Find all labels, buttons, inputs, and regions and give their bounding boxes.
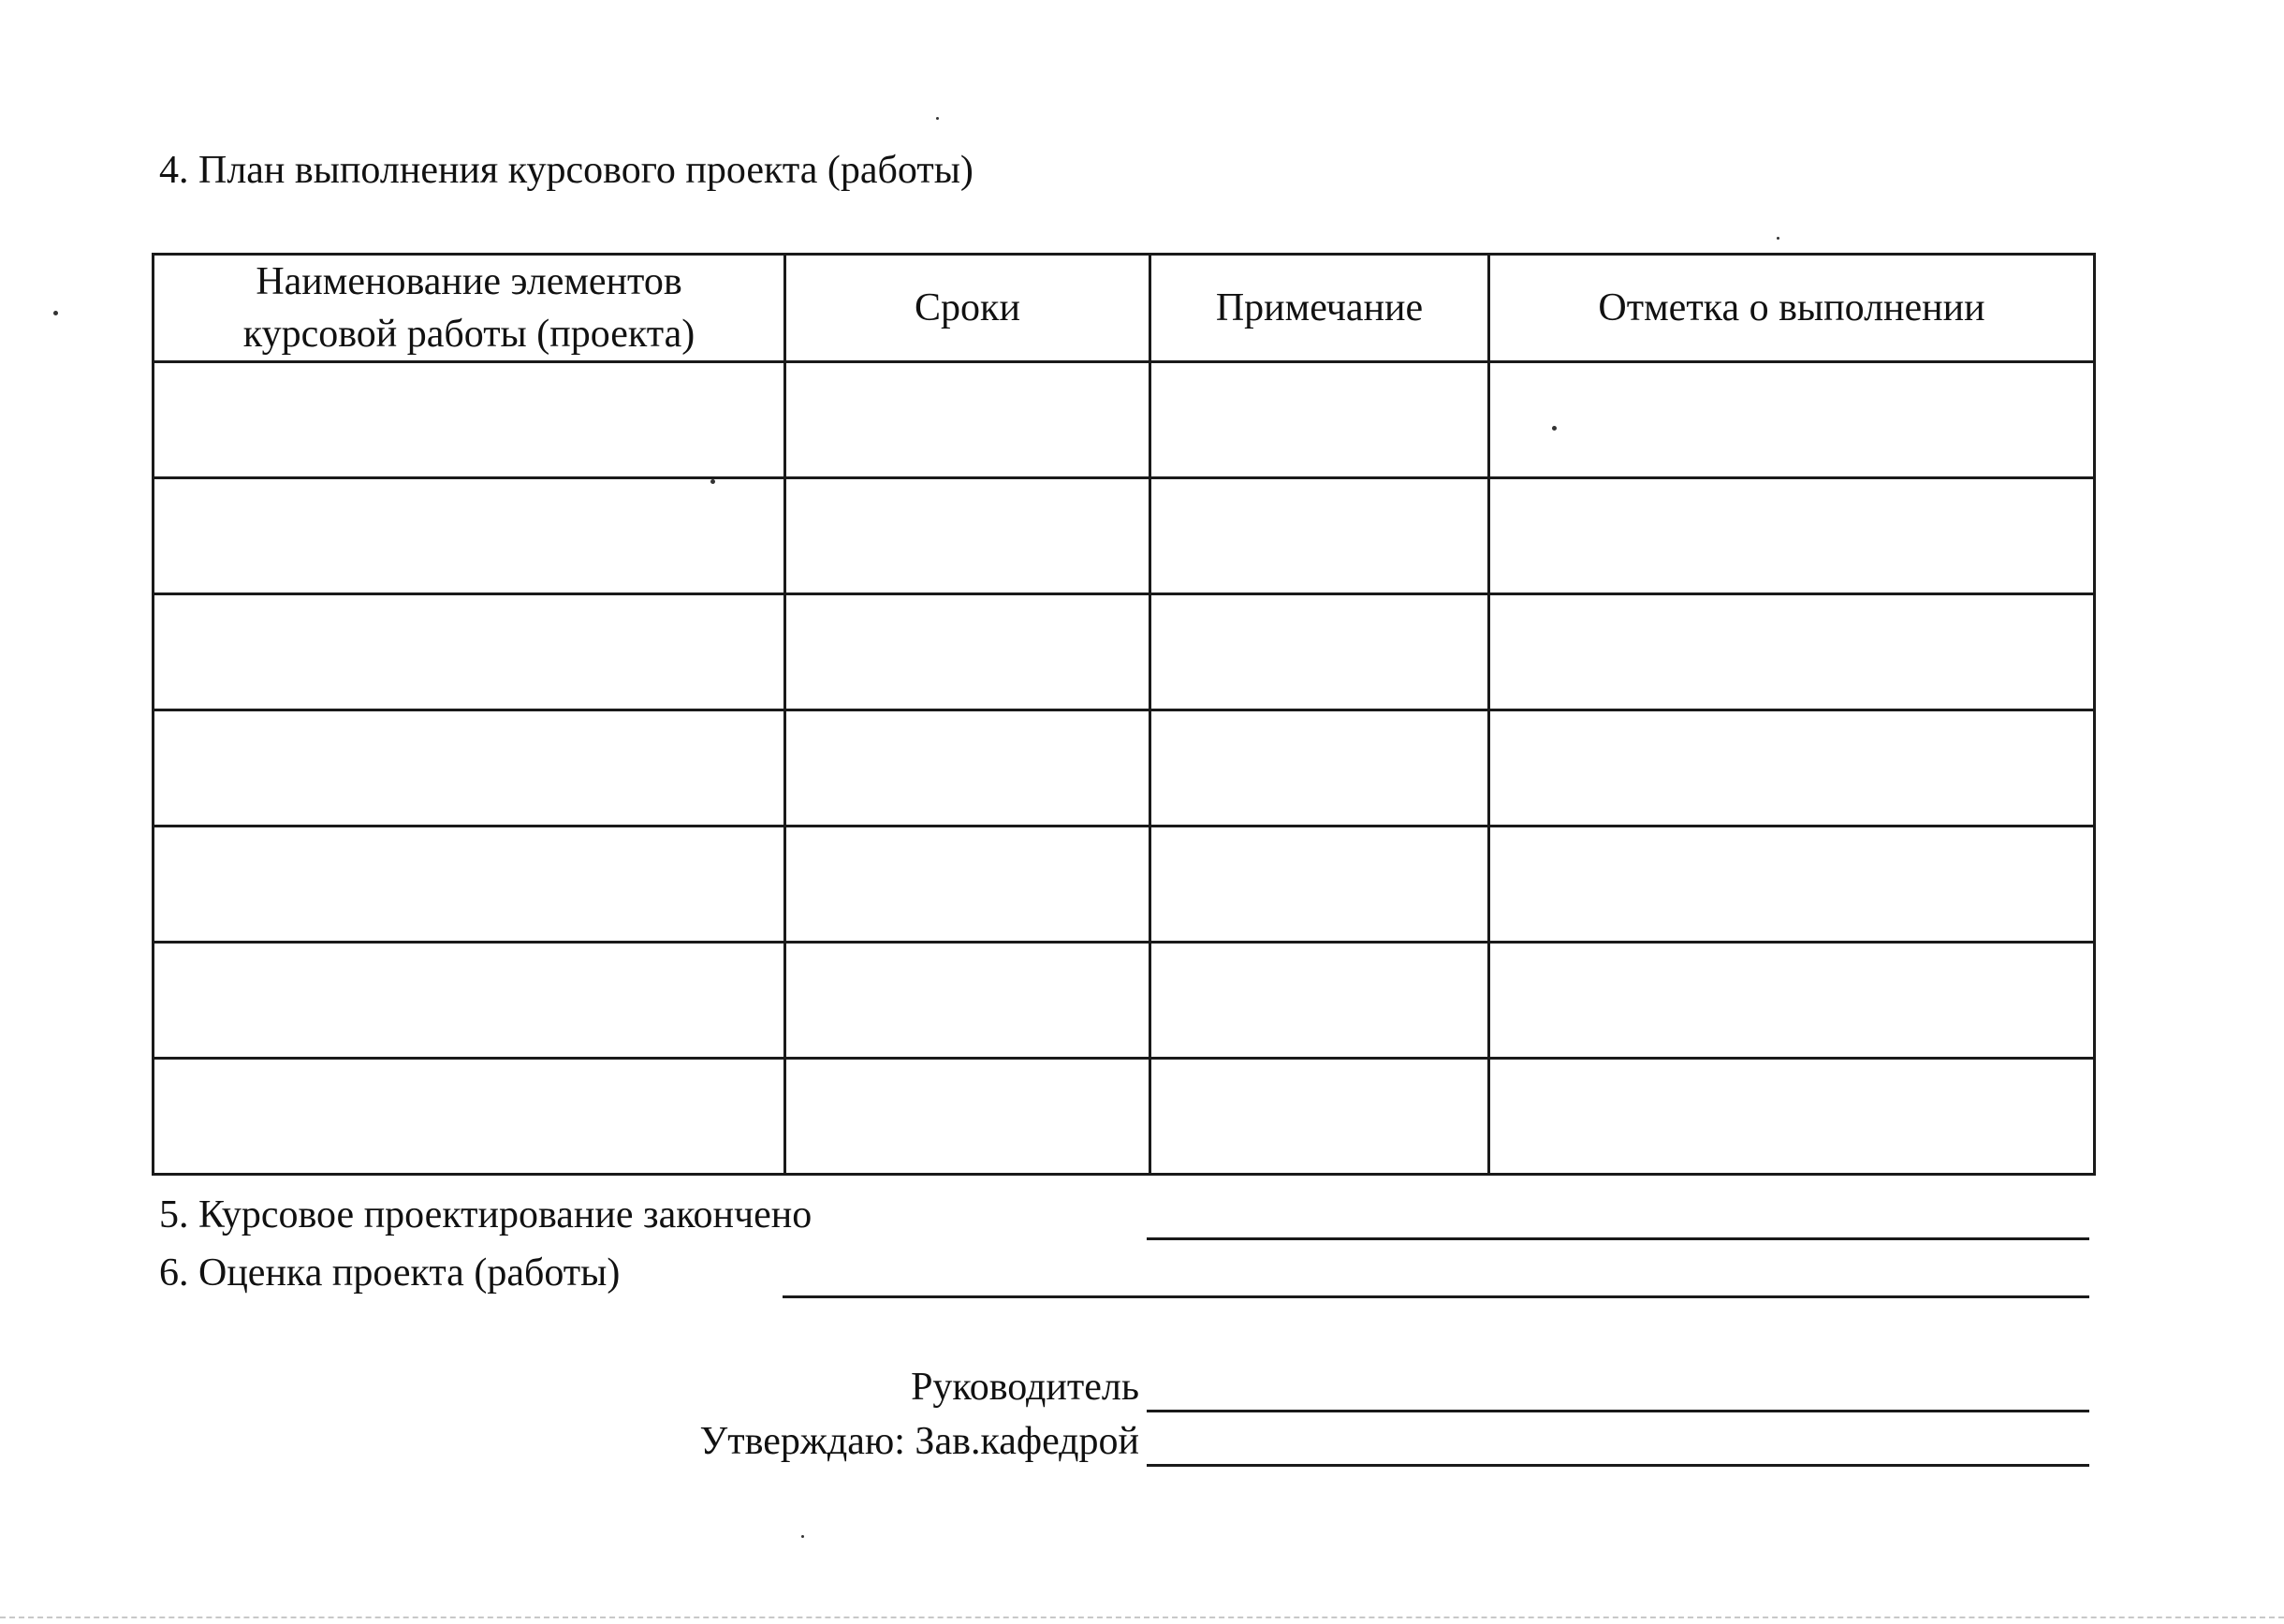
table-cell[interactable] [785,362,1150,478]
column-header-completion-mark: Отметка о выполнении [1489,255,2095,362]
table-cell[interactable] [154,1059,785,1175]
scan-speck [936,117,939,120]
section-5-blank-line[interactable] [1147,1237,2089,1240]
table-row [154,827,2095,943]
scan-speck [801,1535,804,1538]
table-header-row [154,255,2095,362]
table-cell[interactable] [785,827,1150,943]
approve-label: Утверждаю: Зав.кафедрой [699,1420,1139,1463]
table-cell[interactable] [1150,362,1489,478]
table-row [154,594,2095,710]
head-of-department-signature-line[interactable] [1147,1464,2089,1467]
table-cell[interactable] [1150,943,1489,1059]
table-row [154,1059,2095,1175]
table-cell[interactable] [154,943,785,1059]
table-cell[interactable] [154,827,785,943]
table-cell[interactable] [1150,478,1489,594]
table-cell[interactable] [1150,827,1489,943]
column-header-deadlines: Сроки [785,255,1150,362]
table-cell[interactable] [785,1059,1150,1175]
table-cell[interactable] [1150,1059,1489,1175]
table-cell[interactable] [1489,710,2095,827]
table-cell[interactable] [154,362,785,478]
table-cell[interactable] [1150,594,1489,710]
section-4-heading: 4. План выполнения курсового проекта (работы) [159,149,974,192]
section-6-label: 6. Оценка проекта (работы) [159,1251,621,1295]
scan-speck [710,479,715,484]
table-cell[interactable] [154,710,785,827]
table-cell[interactable] [785,594,1150,710]
supervisor-signature-line[interactable] [1147,1410,2089,1412]
table-cell[interactable] [1489,943,2095,1059]
section-6-blank-line[interactable] [783,1295,2089,1298]
scan-speck [1777,237,1779,240]
table-cell[interactable] [1489,478,2095,594]
section-5-label: 5. Курсовое проектирование закончено [159,1193,813,1236]
supervisor-label: Руководитель [911,1366,1139,1409]
scan-edge-noise [0,1617,2284,1618]
table-row [154,362,2095,478]
table-row [154,478,2095,594]
table-cell[interactable] [785,478,1150,594]
table-cell[interactable] [1489,827,2095,943]
plan-table [152,253,2096,1176]
table-row [154,710,2095,827]
table-cell[interactable] [1489,1059,2095,1175]
column-header-note: Примечание [1150,255,1489,362]
table-cell[interactable] [1150,710,1489,827]
table-cell[interactable] [1489,362,2095,478]
table-cell[interactable] [1489,594,2095,710]
column-header-elements: Наименование элементов курсовой работы (проекта) [154,255,785,362]
table-cell[interactable] [785,710,1150,827]
scan-speck [1552,426,1557,431]
table-cell[interactable] [785,943,1150,1059]
table-cell[interactable] [154,594,785,710]
table-row [154,943,2095,1059]
scan-speck [53,311,58,315]
table-cell[interactable] [154,478,785,594]
